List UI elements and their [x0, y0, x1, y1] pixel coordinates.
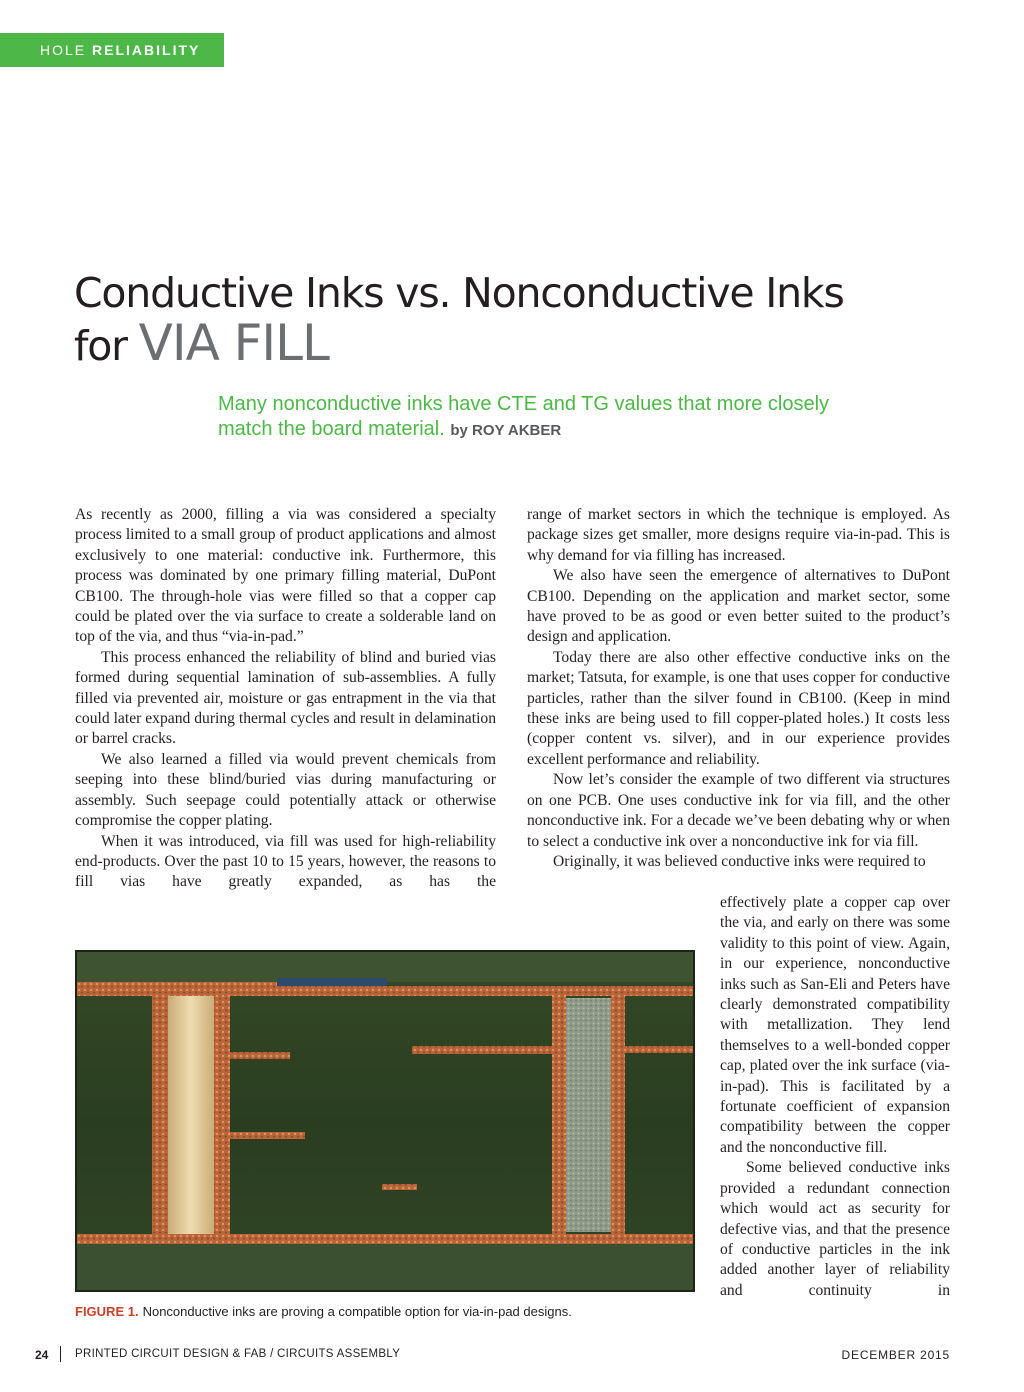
paragraph: range of market sectors in which the technique is employed. As package sizes get smaller, more designs require via-in-pad. This is why demand for via filling has increased.: [527, 506, 950, 564]
paragraph: As recently as 2000, filling a via was considered a specialty process limited to a small group of product applications and almost exclusively to one material: conductive ink. Furthermore, this process was dominated by one primary filling material, DuPont CB100. The through-hole vias were filled so that a copper cap could be plated over the via surface to create a solderable land on top of the via, and thus “via-in-pad.”: [75, 506, 496, 646]
title-line2-prefix: for: [74, 322, 127, 370]
paragraph: We also learned a filled via would prevent chemicals from seeping into these blind/buried vias during manufacturing or assembly. Such seepage could potentially attack or otherwise compromise the copper plating.: [75, 750, 496, 830]
paragraph: Some believed conductive inks provided a redundant connection which would act as security for defective vias, and that the presence of conductive particles in the ink added another layer of reliability and continuity in: [720, 1159, 950, 1299]
via-cross-section-image: [77, 952, 693, 1290]
footer-divider: [60, 1346, 61, 1362]
title-line2-emph: VIA FILL: [138, 314, 329, 372]
section-label-plain: HOLE: [40, 42, 87, 58]
figure-1-micrograph: [75, 950, 695, 1292]
body-column-3: [720, 893, 950, 1301]
figure-label: FIGURE 1.: [75, 1304, 139, 1319]
publication-name: PRINTED CIRCUIT DESIGN & FAB / CIRCUITS ASSEMBLY: [75, 1348, 401, 1360]
byline: by ROY AKBER: [450, 422, 562, 439]
deck-text: Many nonconductive inks have CTE and TG values that more closely match the board material.: [218, 393, 830, 440]
paragraph: effectively plate a copper cap over the via, and early on there was some validity to this point of view. Again, in our experience, nonconductive inks such as San-Eli and Peters have clearly demonstrated compatibility with metallization. They lend themselves to a well-bonded copper cap, plated over the ink surface (via-in-pad). This is facilitated by a fortunate coefficient of expansion compatibility between the copper and the nonconductive fill.: [720, 894, 950, 1156]
paragraph: This process enhanced the reliability of blind and buried vias formed during sequential lamination of sub-assemblies. A fully filled via prevented air, moisture or gas entrapment in the via that could later expand during thermal cycles and result in delamination or barrel cracks.: [75, 648, 496, 748]
paragraph: When it was introduced, via fill was used for high-reliability end-products. Over the past 10 to 15 years, however, the reasons to fill vias have greatly expanded, as has the: [75, 832, 496, 891]
section-label-bold: RELIABILITY: [92, 42, 201, 58]
figure-caption: [75, 1304, 695, 1319]
article-title: [74, 268, 974, 371]
body-column-2: [527, 505, 950, 872]
title-line1: Conductive Inks vs. Nonconductive Inks: [74, 269, 844, 317]
page-number: 24: [35, 1348, 49, 1362]
issue-date: DECEMBER 2015: [841, 1348, 950, 1362]
section-tab: [0, 33, 224, 67]
paragraph: Originally, it was believed conductive inks were required to: [553, 852, 926, 870]
body-column-1: [75, 505, 496, 893]
paragraph: Today there are also other effective conductive inks on the market; Tatsuta, for example, is one that uses copper for conductive particles, rather than the silver found in CB100. (Keep in mind these inks are being used to fill copper-plated holes.) It costs less (copper content vs. silver), and in our experience provides excellent performance and reliability.: [527, 648, 950, 768]
figure-caption-text: Nonconductive inks are proving a compatible option for via-in-pad designs.: [142, 1304, 572, 1319]
paragraph: We also have seen the emergence of alternatives to DuPont CB100. Depending on the application and market sector, some have proved to be as good or even better suited to the product’s design and application.: [527, 567, 950, 646]
article-deck: [218, 392, 858, 443]
paragraph: Now let’s consider the example of two different via structures on one PCB. One uses conductive ink for via fill, and the other nonconductive ink. For a decade we’ve been debating why or when to select a conductive ink over a nonconductive ink for via fill.: [527, 771, 950, 850]
